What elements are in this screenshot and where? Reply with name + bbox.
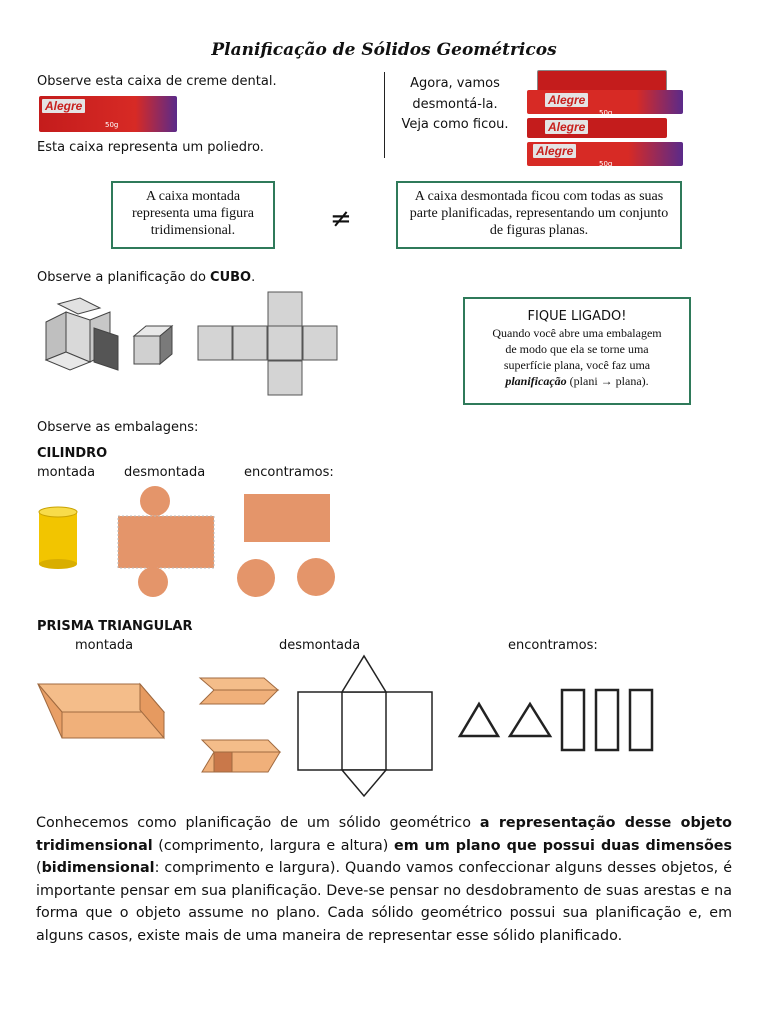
not-equal-symbol: ≠	[330, 204, 352, 234]
vertical-divider	[384, 72, 385, 158]
planificacao-paragraph	[36, 812, 732, 947]
fique-line-2: de modo que ela se torne uma	[505, 342, 649, 356]
intro-agora-line-3: Veja como ficou.	[401, 117, 509, 132]
prism-opening-drawing	[200, 678, 280, 772]
fique-ligado-heading: FIQUE LIGADO!	[527, 309, 627, 324]
cube-net-drawing	[198, 292, 337, 395]
intro-agora-line-2: desmontá-la.	[412, 96, 498, 112]
cylinder-net-drawing	[118, 486, 214, 597]
embalagens-heading: Observe as embalagens:	[37, 420, 199, 435]
intro-agora-line-1: Agora, vamos	[410, 76, 500, 91]
box-montada-text: A caixa montada representa uma figura tridimensional.	[131, 189, 255, 238]
prisma-heading: PRISMA TRIANGULAR	[37, 619, 193, 634]
unfolded-brand-label-2: Alegre	[545, 120, 588, 134]
box-desmontada	[396, 181, 682, 249]
small-cube-drawing	[134, 326, 172, 364]
intro-observe-text: Observe esta caixa de creme dental.	[37, 74, 277, 89]
unfolded-weight-1: 50g	[599, 109, 613, 117]
para-text-4: : comprimento e largura). Quando vamos confeccionar alguns desses objetos, é importante pensar em sua planificação. Deve-se pensar no desdobramento de suas arestas e na forma que o objeto assume no plano. Cada sólido geométrico possui sua planificação e, em alguns casos, existe mais de uma maneira de representar esse sólido planificado.	[36, 860, 732, 944]
cube-heading-pre: Observe a planificação do	[37, 270, 211, 285]
toothpaste-box-image	[39, 96, 177, 132]
para-bold-1: a representação desse objeto tridimensional	[36, 815, 732, 854]
cube-heading	[37, 270, 255, 285]
page-title: Planificação de Sólidos Geométricos	[211, 40, 557, 60]
para-bold-2: em um plano que possui duas dimensões	[394, 837, 733, 854]
unfolded-box-image	[527, 68, 683, 172]
cilindro-encontramos-label: encontramos:	[244, 465, 334, 480]
para-bold-3: bidimensional	[41, 860, 155, 876]
unfolded-weight-2: 50g	[599, 160, 613, 168]
prism-illustrations	[36, 654, 656, 800]
cube-heading-strong: CUBO	[210, 270, 252, 285]
cube-illustrations	[38, 290, 348, 402]
fique-line-4	[465, 373, 689, 389]
cube-heading-post: .	[251, 270, 256, 285]
intro-agora-text	[392, 74, 518, 136]
unfolded-brand-label-3: Alegre	[533, 144, 576, 158]
para-text-3: (	[36, 860, 42, 876]
prism-net-drawing	[298, 656, 432, 796]
para-text-1: Conhecemos como planificação de um sólido geométrico	[36, 815, 480, 831]
box-montada	[111, 181, 275, 249]
toothpaste-brand-label: Alegre	[42, 99, 85, 113]
fique-tail: (plani → plana).	[566, 374, 649, 388]
para-text-2: (comprimento, largura e altura)	[152, 837, 394, 854]
cylinder-parts-drawing	[237, 494, 335, 597]
cilindro-montada-label: montada	[37, 465, 96, 480]
box-desmontada-text: A caixa desmontada ficou com todas as suas parte planificadas, representando um conjunto de figuras planas.	[409, 189, 669, 238]
fique-line-3: superfície plana, você faz uma	[503, 358, 651, 372]
fique-term: planificação	[505, 374, 567, 388]
prism-3d-drawing	[38, 684, 164, 738]
cilindro-desmontada-label: desmontada	[124, 465, 206, 480]
unfolded-brand-label-1: Alegre	[545, 93, 588, 107]
prisma-encontramos-label: encontramos:	[508, 638, 598, 653]
fique-line-1: Quando você abre uma embalagem	[492, 326, 662, 340]
cylinder-3d-drawing	[39, 507, 77, 569]
fique-ligado-box	[463, 297, 691, 405]
prisma-desmontada-label: desmontada	[279, 638, 361, 653]
cylinder-illustrations	[36, 484, 346, 602]
cilindro-heading: CILINDRO	[37, 446, 108, 461]
prism-parts-drawing	[460, 690, 652, 750]
folding-cube-drawing	[46, 298, 118, 370]
toothpaste-weight: 50g	[105, 121, 119, 129]
intro-represents-text: Esta caixa representa um poliedro.	[37, 140, 264, 155]
prisma-montada-label: montada	[75, 638, 134, 653]
